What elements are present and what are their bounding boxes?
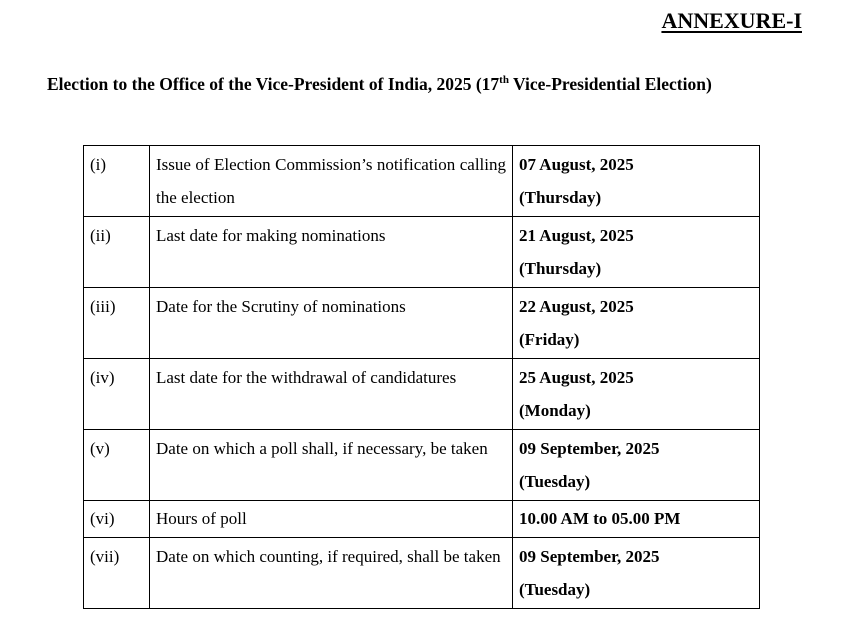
row-number: (i) <box>84 146 150 217</box>
row-date: 25 August, 2025 <box>519 368 634 387</box>
row-date-cell <box>513 288 760 359</box>
row-day: (Friday) <box>519 330 580 349</box>
election-schedule-table <box>83 145 760 609</box>
document-title-end: Vice-Presidential Election) <box>508 74 712 94</box>
row-date: 21 August, 2025 <box>519 226 634 245</box>
row-event: Hours of poll <box>150 501 513 538</box>
table-row <box>84 538 760 609</box>
row-date-cell <box>513 359 760 430</box>
table-row <box>84 146 760 217</box>
row-number: (iii) <box>84 288 150 359</box>
table-row <box>84 501 760 538</box>
table-row <box>84 217 760 288</box>
row-day: (Thursday) <box>519 259 602 278</box>
document-title-main: Election to the Office of the Vice-President of India, 2025 (17 <box>47 74 500 94</box>
row-event: Date on which counting, if required, shall be taken <box>150 538 513 609</box>
row-date-cell <box>513 430 760 501</box>
row-date-cell <box>513 538 760 609</box>
row-event: Date for the Scrutiny of nominations <box>150 288 513 359</box>
row-event: Issue of Election Commission’s notification calling the election <box>150 146 513 217</box>
row-date: 07 August, 2025 <box>519 155 634 174</box>
row-date: 10.00 AM to 05.00 PM <box>519 509 681 528</box>
row-event: Last date for the withdrawal of candidatures <box>150 359 513 430</box>
row-date-cell <box>513 146 760 217</box>
annexure-heading: ANNEXURE-I <box>661 8 802 33</box>
table-row <box>84 359 760 430</box>
row-number: (vi) <box>84 501 150 538</box>
row-event: Date on which a poll shall, if necessary, be taken <box>150 430 513 501</box>
table-row <box>84 288 760 359</box>
document-title <box>47 74 712 95</box>
row-day: (Monday) <box>519 401 591 420</box>
row-day: (Thursday) <box>519 188 602 207</box>
row-date-cell <box>513 217 760 288</box>
row-date: 09 September, 2025 <box>519 547 660 566</box>
row-number: (ii) <box>84 217 150 288</box>
row-number: (iv) <box>84 359 150 430</box>
document-title-superscript: th <box>499 74 509 87</box>
row-day: (Tuesday) <box>519 472 591 491</box>
row-number: (v) <box>84 430 150 501</box>
row-date: 09 September, 2025 <box>519 439 660 458</box>
row-event: Last date for making nominations <box>150 217 513 288</box>
row-day: (Tuesday) <box>519 580 591 599</box>
row-date-cell <box>513 501 760 538</box>
table-row <box>84 430 760 501</box>
row-date: 22 August, 2025 <box>519 297 634 316</box>
row-number: (vii) <box>84 538 150 609</box>
